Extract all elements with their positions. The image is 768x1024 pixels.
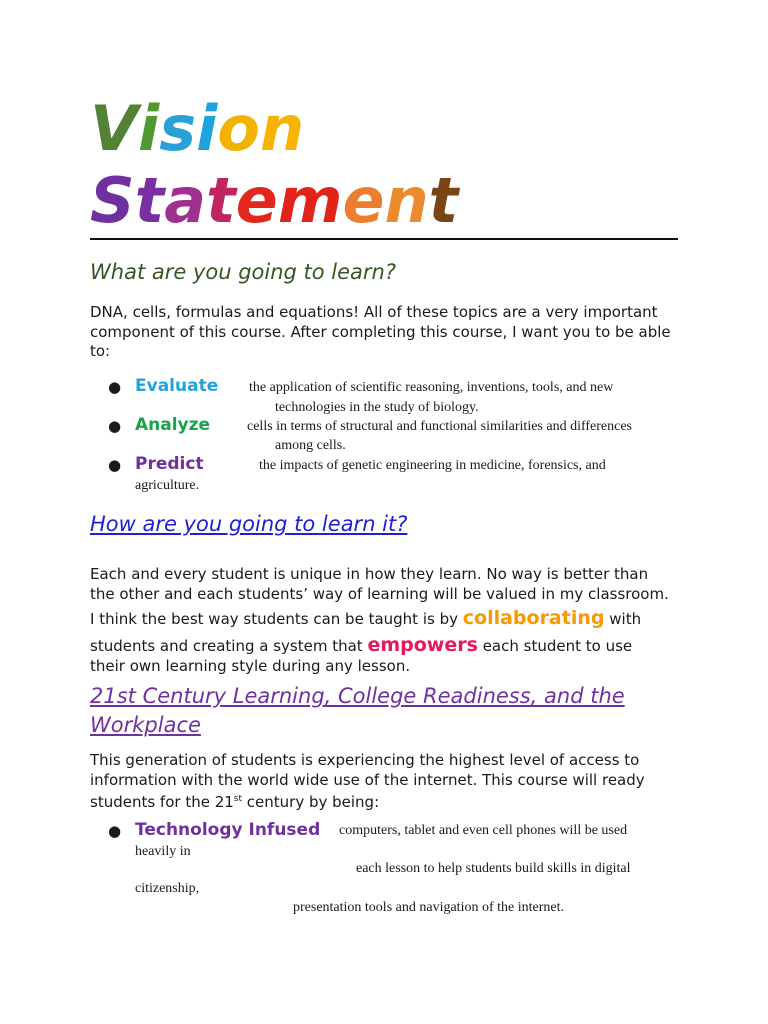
title-letter: s — [159, 92, 197, 165]
section-intro-paragraph: DNA, cells, formulas and equations! All of these topics are a very important component of this course. After completing this course, I want you to be able to: — [90, 303, 671, 360]
bullet-dot: ● — [108, 378, 122, 396]
title-letter: a — [164, 164, 207, 237]
century-line-1: This generation of students is experiencing the highest level of access to — [90, 751, 640, 769]
section-heading-21st-line2: Workplace — [90, 713, 201, 737]
how-line-5: their own learning style during any lesson. — [90, 657, 411, 675]
how-line-3-text: I think the best way students can be taught is by — [90, 610, 463, 628]
keyword-empowers: empowers — [367, 634, 478, 656]
title-letter: t — [134, 164, 165, 237]
century-line-2: information with the world wide use of the internet. This course will ready — [90, 770, 645, 789]
term-predict-description-cont: agriculture. — [135, 478, 200, 493]
term-predict: Predict — [135, 454, 204, 474]
technology-description-5: presentation tools and navigation of the internet. — [293, 900, 564, 915]
section-heading-21st-line1: 21st Century Learning, College Readiness, and the — [90, 684, 625, 708]
technology-description-3: each lesson to help students build skills in digital — [356, 861, 631, 876]
title-letter: n — [260, 92, 305, 165]
century-line-3 — [90, 790, 680, 813]
title-letter: n — [384, 164, 429, 237]
how-line-4-end: each student to use — [477, 637, 633, 655]
title-letter: i — [137, 92, 160, 165]
technology-description-2: heavily in — [135, 844, 191, 859]
title-line-statement — [90, 164, 459, 237]
title-letter: t — [206, 164, 236, 237]
title-letter: m — [277, 164, 343, 237]
technology-description-4: citizenship, — [135, 881, 200, 896]
title-letter: e — [342, 164, 385, 237]
how-line-3 — [90, 608, 680, 629]
term-analyze-description: cells in terms of structural and functional similarities and differences — [247, 419, 633, 434]
term-analyze-description-cont: among cells. — [275, 438, 346, 453]
section-heading-how: How are you going to learn it? — [90, 512, 408, 536]
title-letter: e — [235, 164, 278, 237]
term-evaluate-description: the application of scientific reasoning, inventions, tools, and new — [249, 380, 614, 395]
section-how-paragraph — [90, 564, 680, 676]
section-heading-learn: What are you going to learn? — [90, 260, 397, 284]
how-line-2: the other and each students’ way of learning will be valued in my classroom. — [90, 585, 669, 603]
how-line-4-text: students and creating a system that — [90, 637, 368, 655]
title-letter: t — [428, 164, 459, 237]
term-analyze: Analyze — [135, 415, 211, 435]
century-superscript: st — [233, 794, 243, 804]
keyword-collaborating: collaborating — [462, 607, 605, 629]
bullet-dot: ● — [108, 456, 122, 474]
technology-description-1: computers, tablet and even cell phones will be used — [339, 823, 628, 838]
century-line-3-text: students for the 21 — [90, 793, 234, 811]
bullet-dot: ● — [108, 417, 122, 435]
title-letter: V — [90, 92, 138, 165]
title-line-vision — [90, 92, 305, 165]
section-21st-paragraph — [90, 751, 680, 813]
title-letter: o — [217, 92, 261, 165]
term-evaluate-description-cont: technologies in the study of biology. — [275, 400, 479, 415]
term-predict-description: the impacts of genetic engineering in medicine, forensics, and — [259, 458, 606, 473]
how-line-3-end: with — [604, 610, 642, 628]
title-divider — [90, 238, 678, 240]
century-line-3-end: century by being: — [242, 793, 380, 811]
section-heading-21st-century — [90, 682, 625, 740]
bullet-dot: ● — [108, 822, 122, 840]
how-line-1: Each and every student is unique in how they learn. No way is better than — [90, 565, 649, 583]
term-evaluate: Evaluate — [135, 376, 219, 396]
title-letter: S — [90, 164, 135, 237]
title-letter: i — [196, 92, 218, 165]
term-technology-infused: Technology Infused — [135, 820, 321, 840]
how-line-4 — [90, 635, 680, 656]
